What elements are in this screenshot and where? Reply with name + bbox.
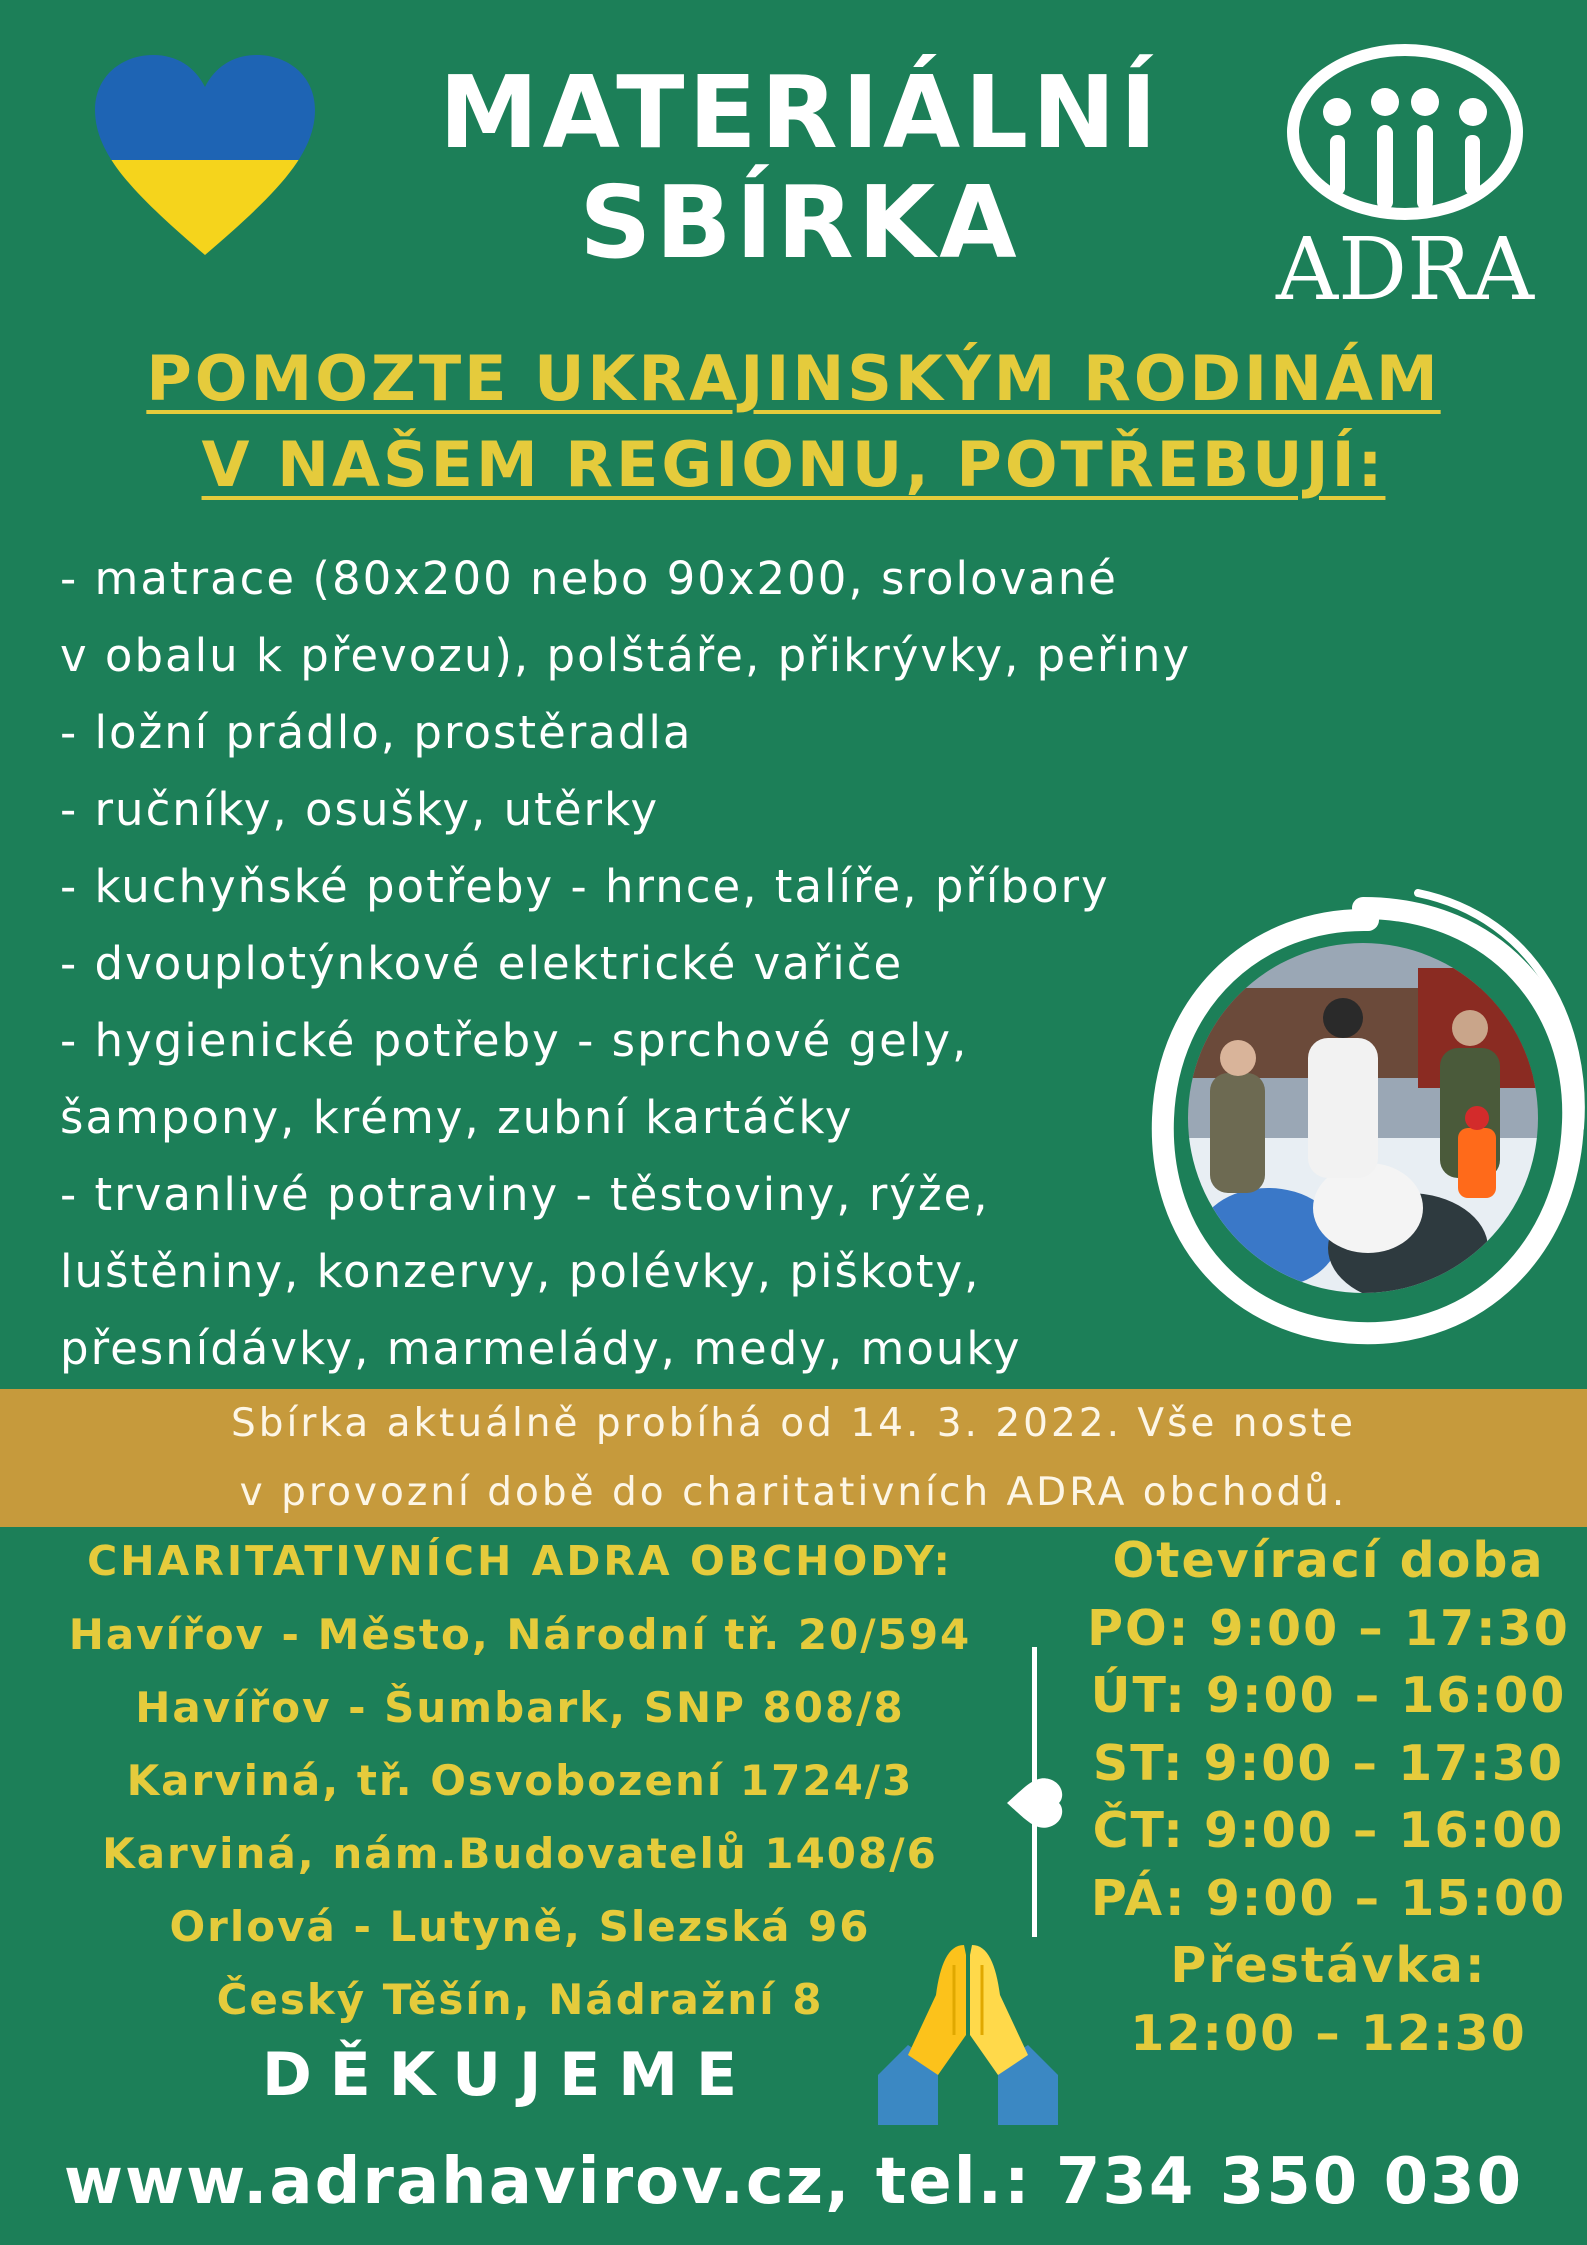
opening-hours — [1070, 1527, 1587, 2067]
shop-address: Orlová - Lutyně, Slezská 96 — [169, 1902, 871, 1951]
list-item: - matrace (80x200 nebo 90x200, srolované — [60, 552, 1118, 605]
adra-logo-text: ADRA — [1276, 220, 1534, 320]
list-item: přesnídávky, marmelády, medy, mouky — [60, 1322, 1022, 1375]
title-line-2: SBÍRKA — [579, 164, 1021, 281]
needed-items-list — [60, 540, 1260, 1387]
hours-heading: Otevírací doba — [1112, 1532, 1545, 1589]
list-item: - kuchyňské potřeby - hrnce, talíře, příbory — [60, 860, 1110, 913]
hours-row: PÁ: 9:00 – 15:00 — [1090, 1869, 1567, 1927]
photo-volunteers — [1118, 878, 1587, 1358]
shop-address: Havířov - Město, Národní tř. 20/594 — [68, 1610, 972, 1659]
shop-address: Havířov - Šumbark, SNP 808/8 — [135, 1683, 905, 1732]
hours-row: ČT: 9:00 – 16:00 — [1092, 1802, 1565, 1859]
list-item: v obalu k převozu), polštáře, přikrývky, peřiny — [60, 629, 1192, 682]
break-label: Přestávka: — [1170, 1937, 1487, 1994]
list-item: - ručníky, osušky, utěrky — [60, 783, 660, 836]
subheading-line-1: POMOZTE UKRAJINSKÝM RODINÁM — [146, 342, 1441, 415]
list-item: - trvanlivé potraviny - těstoviny, rýže, — [60, 1168, 990, 1221]
subheading-line-2: V NAŠEM REGIONU, POTŘEBUJÍ: — [201, 428, 1386, 501]
small-heart-icon — [1005, 1775, 1065, 1831]
shop-address: Karviná, nám.Budovatelů 1408/6 — [102, 1829, 938, 1878]
page-title — [300, 54, 1300, 281]
list-item: - ložní prádlo, prostěradla — [60, 706, 693, 759]
footer-contact: www.adrahavirov.cz, tel.: 734 350 030 — [63, 2145, 1524, 2219]
praying-hands-icon — [868, 1935, 1068, 2125]
shops-heading: CHARITATIVNÍCH ADRA OBCHODY: — [87, 1537, 953, 1585]
subheading — [40, 336, 1547, 508]
banner-line-2: v provozní době do charitativních ADRA obchodů. — [239, 1470, 1348, 1515]
banner-line-1: Sbírka aktuálně probíhá od 14. 3. 2022. Vše noste — [231, 1401, 1356, 1446]
list-item: šampony, krémy, zubní kartáčky — [60, 1091, 854, 1144]
list-item: - dvouplotýnkové elektrické vařiče — [60, 937, 904, 990]
hours-row: ÚT: 9:00 – 16:00 — [1090, 1667, 1567, 1724]
break-time: 12:00 – 12:30 — [1130, 2004, 1527, 2062]
shop-address: Karviná, tř. Osvobození 1724/3 — [126, 1756, 914, 1805]
thanks-text: DĚKUJEME — [262, 2040, 755, 2110]
collection-banner — [0, 1389, 1587, 1527]
title-line-1: MATERIÁLNÍ — [439, 54, 1161, 171]
shop-address: Český Těšín, Nádražní 8 — [216, 1975, 824, 2024]
list-item: - hygienické potřeby - sprchové gely, — [60, 1014, 969, 1067]
hours-row: PO: 9:00 – 17:30 — [1087, 1599, 1570, 1657]
hours-row: ST: 9:00 – 17:30 — [1092, 1734, 1565, 1792]
ukraine-heart-icon — [95, 55, 315, 265]
list-item: luštěniny, konzervy, polévky, piškoty, — [60, 1245, 981, 1298]
